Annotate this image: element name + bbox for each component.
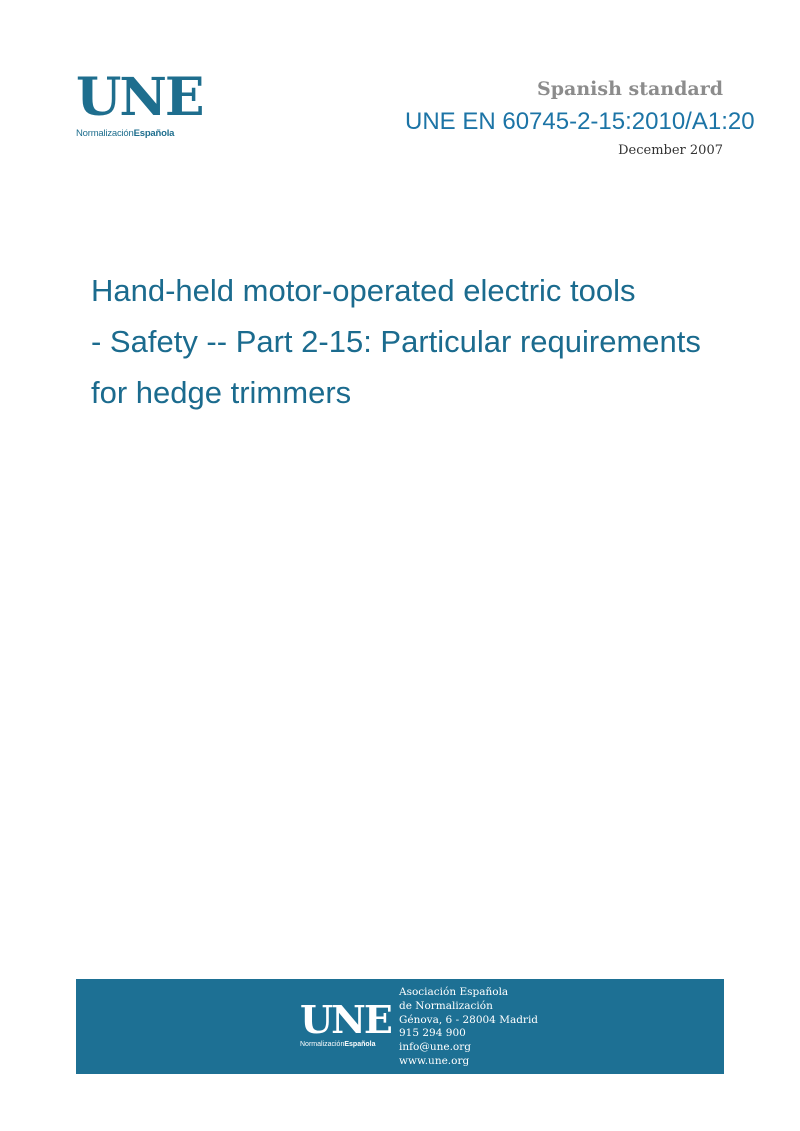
org-name-line: Asociación Española [399, 986, 509, 998]
address-line: Génova, 6 - 28004 Madrid [399, 1013, 539, 1026]
logo-subtitle [76, 128, 196, 139]
footer-band [76, 979, 724, 1074]
footer-logo-subtitle-bold: Española [344, 1041, 376, 1048]
logo-wordmark: UNE [76, 67, 203, 128]
org-name-line: de Normalización [399, 999, 493, 1012]
footer-logo-subtitle [300, 1041, 391, 1048]
standard-date: December 2007 [618, 143, 723, 158]
website-line: www.une.org [399, 1054, 470, 1067]
footer-logo [300, 997, 391, 1048]
title-line: Hand-held motor-operated electric tools [91, 273, 636, 308]
phone-line: 915 294 900 [399, 1027, 466, 1040]
footer-contact-info [399, 986, 538, 1069]
email-line: info@une.org [399, 1041, 471, 1054]
title-line: for hedge trimmers [91, 375, 352, 410]
une-logo [76, 67, 203, 139]
logo-subtitle-normal: Normalización [76, 128, 134, 139]
document-title [91, 265, 751, 418]
standard-type-label: Spanish standard [537, 78, 723, 100]
footer-logo-wordmark: UNE [300, 997, 391, 1042]
title-line: - Safety -- Part 2-15: Particular requirements [91, 324, 701, 359]
standard-code: UNE EN 60745-2-15:2010/A1:20 [405, 108, 755, 135]
logo-subtitle-bold: Española [133, 128, 175, 139]
footer-logo-subtitle-normal: Normalización [300, 1041, 345, 1048]
